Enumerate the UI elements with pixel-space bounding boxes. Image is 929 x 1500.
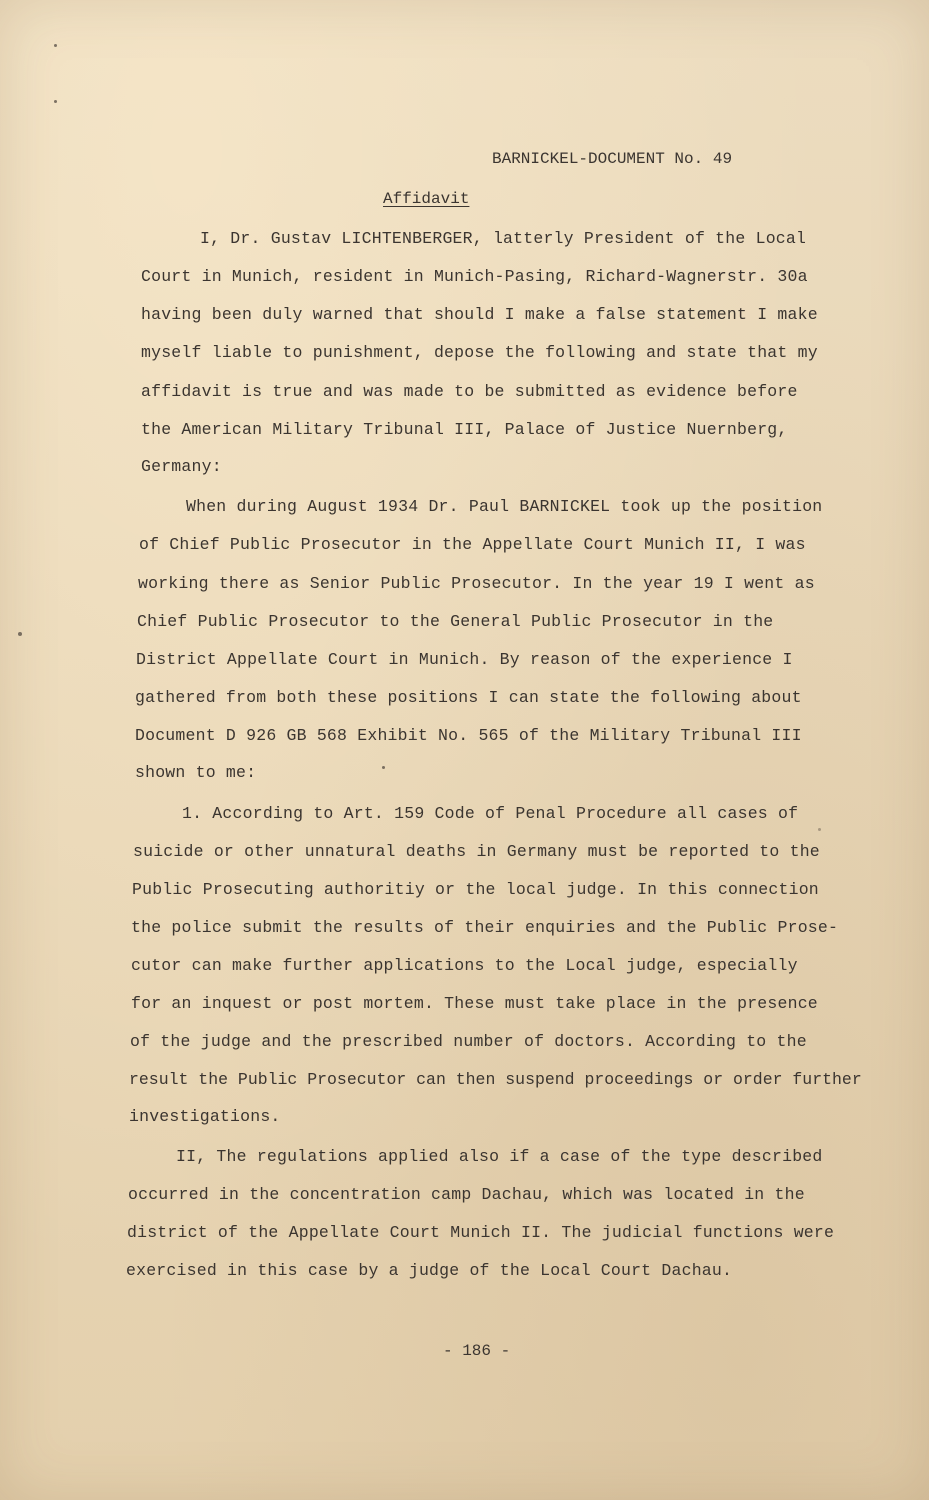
text-line: exercised in this case by a judge of the Local Court Dachau. [126, 1261, 733, 1280]
text-line: result the Public Prosecutor can then suspend proceedings or order further [129, 1070, 862, 1089]
text-line: district of the Appellate Court Munich II. The judicial functions were [127, 1223, 835, 1242]
text-line: Public Prosecuting authoritiy or the local judge. In this connection [132, 880, 819, 899]
text-line: for an inquest or post mortem. These must take place in the presence [131, 994, 818, 1013]
text-line: the American Military Tribunal III, Palace of Justice Nuernberg, [141, 420, 788, 439]
text-line: District Appellate Court in Munich. By reason of the experience I [136, 650, 793, 669]
ink-speck [18, 632, 22, 636]
text-line: II, The regulations applied also if a case of the type described [176, 1147, 823, 1166]
ink-speck [818, 828, 821, 831]
text-line: Germany: [141, 457, 222, 476]
text-line: When during August 1934 Dr. Paul BARNICKEL took up the position [186, 497, 823, 516]
text-line: occurred in the concentration camp Dachau, which was located in the [128, 1185, 805, 1204]
text-line: Document D 926 GB 568 Exhibit No. 565 of the Military Tribunal III [135, 726, 802, 745]
ink-speck [54, 44, 57, 47]
ink-speck [382, 766, 385, 769]
text-line: suicide or other unnatural deaths in Germany must be reported to the [133, 842, 820, 861]
text-line: Chief Public Prosecutor to the General Public Prosecutor in the [137, 612, 774, 631]
text-line: of Chief Public Prosecutor in the Appellate Court Munich II, I was [139, 535, 806, 554]
ink-speck [54, 100, 57, 103]
text-line: affidavit is true and was made to be submitted as evidence before [141, 382, 798, 401]
text-line: the police submit the results of their enquiries and the Public Prose- [131, 918, 839, 937]
text-line: Court in Munich, resident in Munich-Pasing, Richard-Wagnerstr. 30a [141, 267, 808, 286]
document-title: Affidavit [383, 190, 470, 208]
text-line: shown to me: [135, 763, 257, 782]
text-line: cutor can make further applications to the Local judge, especially [131, 956, 798, 975]
text-line: investigations. [129, 1107, 281, 1126]
text-line: working there as Senior Public Prosecutor. In the year 19 I went as [138, 574, 815, 593]
page-number: - 186 - [443, 1342, 511, 1360]
text-line: I, Dr. Gustav LICHTENBERGER, latterly President of the Local [200, 229, 807, 248]
document-header: BARNICKEL-DOCUMENT No. 49 [492, 150, 733, 168]
text-line: myself liable to punishment, depose the following and state that my [141, 343, 818, 362]
text-line: having been duly warned that should I make a false statement I make [141, 305, 818, 324]
text-line: gathered from both these positions I can state the following about [135, 688, 802, 707]
text-line: of the judge and the prescribed number of doctors. According to the [130, 1032, 807, 1051]
text-line: 1. According to Art. 159 Code of Penal Procedure all cases of [182, 804, 799, 823]
